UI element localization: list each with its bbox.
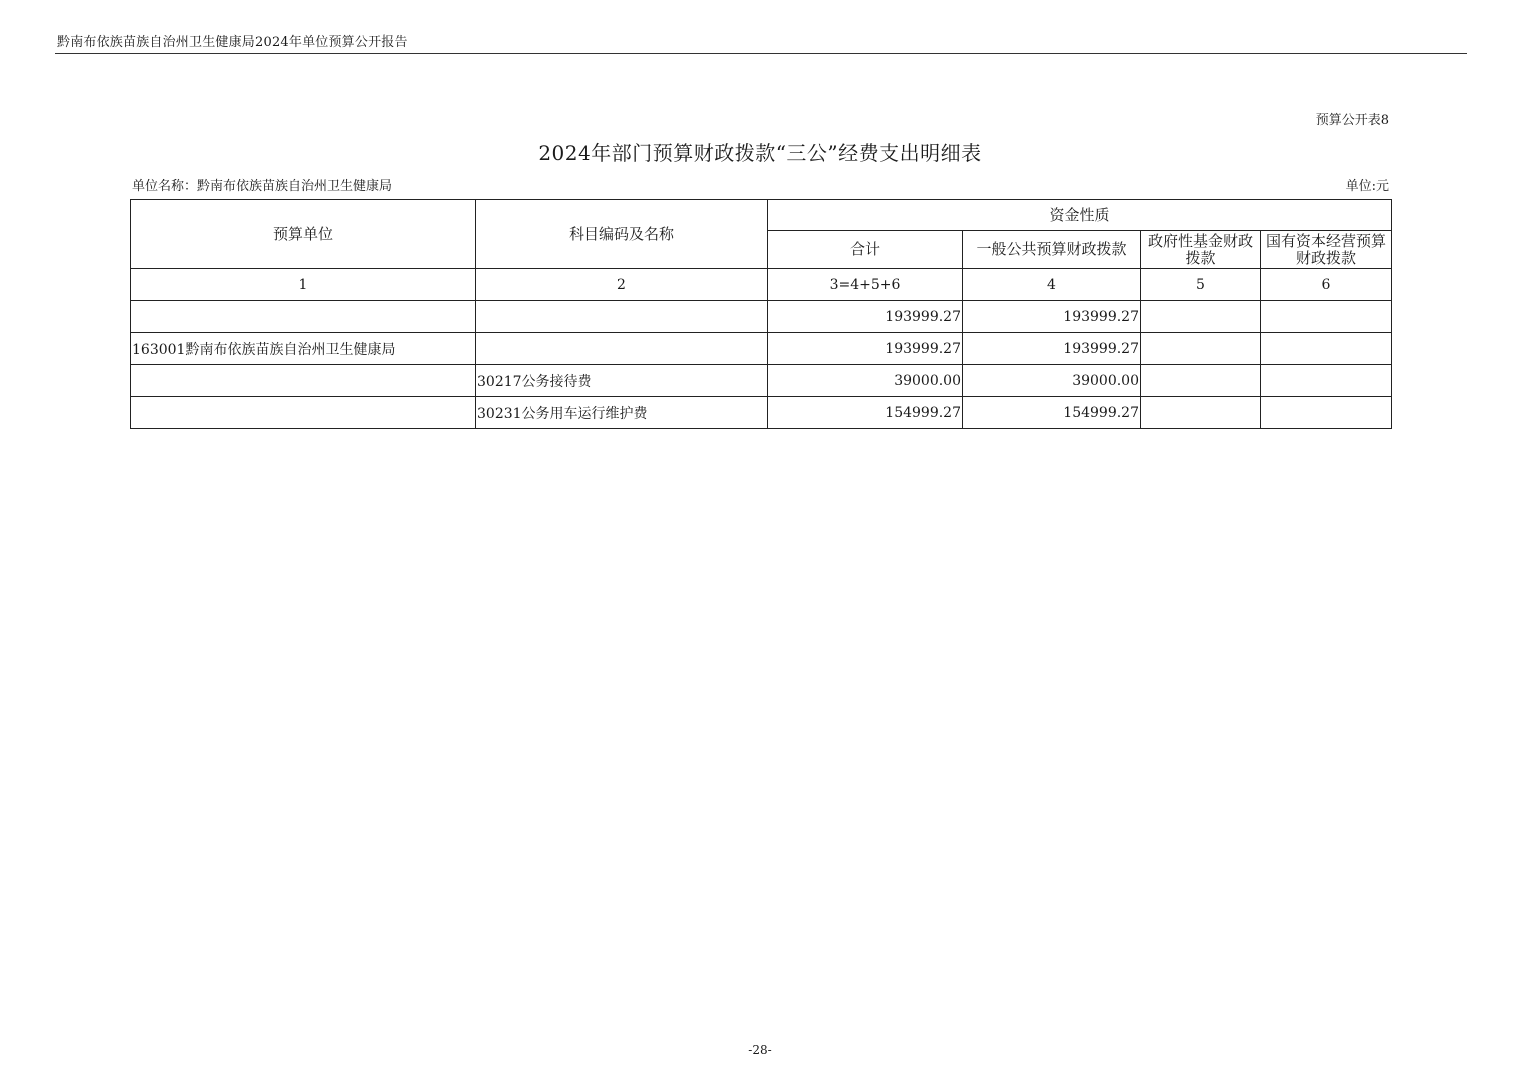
index-cell: 2 — [476, 269, 768, 301]
cell-subject — [476, 333, 768, 365]
col-header-total: 合计 — [768, 231, 963, 269]
cell-total: 193999.27 — [768, 301, 963, 333]
col-header-gov-fund: 政府性基金财政拨款 — [1141, 231, 1261, 269]
col-header-budget-unit: 预算单位 — [131, 200, 476, 269]
col-header-general: 一般公共预算财政拨款 — [963, 231, 1141, 269]
cell-gov-fund — [1141, 333, 1261, 365]
header-divider — [55, 53, 1467, 54]
index-row — [131, 269, 1392, 301]
cell-budget-unit — [131, 397, 476, 429]
running-header: 黔南布依族苗族自治州卫生健康局2024年单位预算公开报告 — [57, 35, 408, 50]
cell-subject — [476, 301, 768, 333]
cell-general: 39000.00 — [963, 365, 1141, 397]
cell-state-capital — [1261, 397, 1392, 429]
index-cell: 3=4+5+6 — [768, 269, 963, 301]
table-row — [131, 397, 1392, 429]
cell-total: 154999.27 — [768, 397, 963, 429]
index-cell: 6 — [1261, 269, 1392, 301]
cell-general: 193999.27 — [963, 301, 1141, 333]
table-row — [131, 365, 1392, 397]
cell-budget-unit — [131, 301, 476, 333]
budget-table — [130, 199, 1392, 429]
cell-general: 154999.27 — [963, 397, 1141, 429]
unit-name: 单位名称：黔南布依族苗族自治州卫生健康局 — [132, 179, 393, 194]
cell-general: 193999.27 — [963, 333, 1141, 365]
col-header-subject: 科目编码及名称 — [476, 200, 768, 269]
cell-state-capital — [1261, 365, 1392, 397]
cell-budget-unit — [131, 365, 476, 397]
table-code: 预算公开表8 — [1315, 113, 1389, 128]
table-row — [131, 301, 1392, 333]
cell-total: 39000.00 — [768, 365, 963, 397]
cell-gov-fund — [1141, 301, 1261, 333]
cell-budget-unit: 163001黔南布依族苗族自治州卫生健康局 — [131, 333, 476, 365]
cell-gov-fund — [1141, 365, 1261, 397]
col-header-state-capital: 国有资本经营预算财政拨款 — [1261, 231, 1392, 269]
cell-gov-fund — [1141, 397, 1261, 429]
cell-total: 193999.27 — [768, 333, 963, 365]
cell-state-capital — [1261, 301, 1392, 333]
col-header-fund-nature: 资金性质 — [768, 200, 1392, 231]
index-cell: 5 — [1141, 269, 1261, 301]
cell-state-capital — [1261, 333, 1392, 365]
cell-subject: 30217公务接待费 — [476, 365, 768, 397]
page-number: -28- — [748, 1043, 772, 1057]
table-title: 2024年部门预算财政拨款“三公”经费支出明细表 — [538, 141, 982, 165]
table-row — [131, 333, 1392, 365]
unit-measure: 单位:元 — [1345, 179, 1389, 194]
cell-subject: 30231公务用车运行维护费 — [476, 397, 768, 429]
index-cell: 4 — [963, 269, 1141, 301]
index-cell: 1 — [131, 269, 476, 301]
